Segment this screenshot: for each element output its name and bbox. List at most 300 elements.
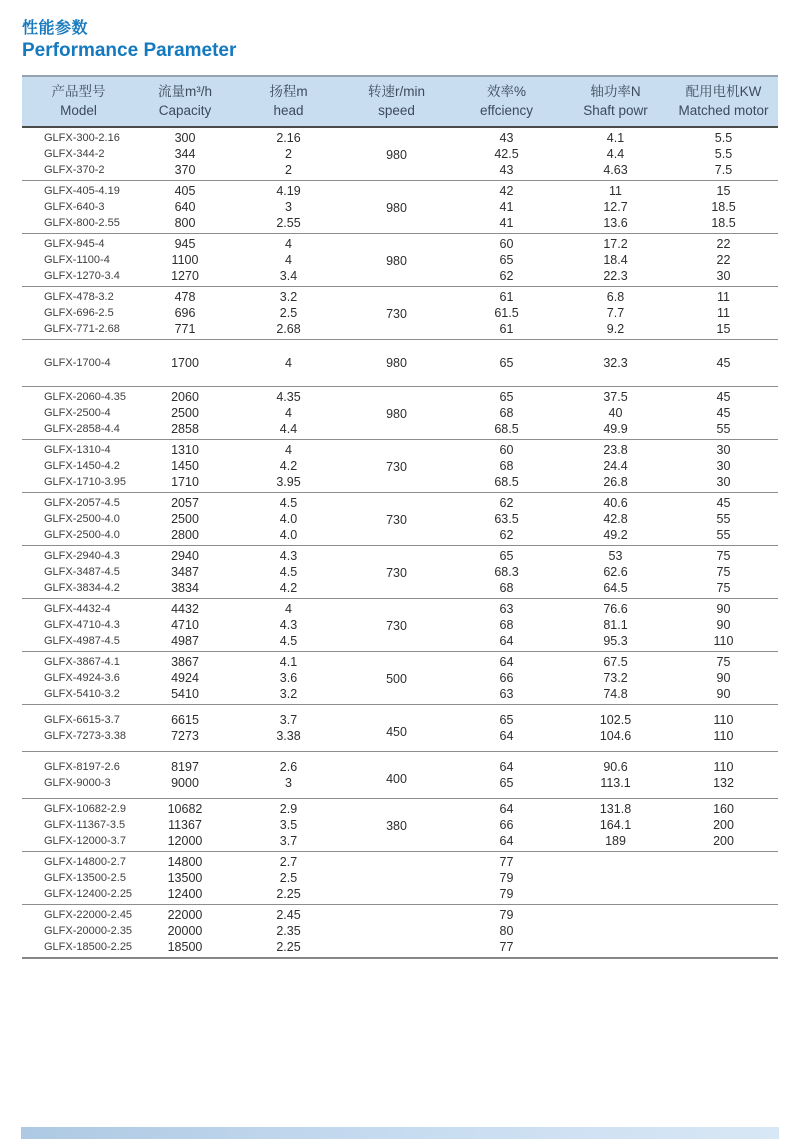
head-cell: 2.45 [235, 905, 342, 924]
model-cell: GLFX-4987-4.5 [44, 635, 120, 648]
table-row [22, 599, 778, 618]
column-header-efficiency [451, 76, 562, 127]
capacity-cell: 18500 [167, 940, 203, 955]
shaft-power-cell: 26.8 [603, 475, 628, 490]
motor-cell: 160 [669, 799, 778, 818]
head-cell: 4 [235, 234, 342, 253]
model-cell: GLFX-22000-2.45 [22, 905, 135, 924]
speed-cell: 980 [342, 340, 451, 387]
shaft-power-cell [562, 886, 669, 905]
capacity-cell: 640 [174, 200, 196, 215]
page-title-en: Performance Parameter [22, 40, 237, 61]
efficiency-cell: 62 [499, 528, 514, 543]
shaft-power-cell: 104.6 [599, 729, 632, 744]
motor-cell: 11 [717, 306, 730, 321]
head-cell: 4 [235, 440, 342, 459]
motor-cell: 75 [716, 565, 731, 580]
capacity-cell: 2060 [135, 387, 235, 406]
model-cell: GLFX-8197-2.6 [22, 752, 135, 776]
motor-cell: 200 [713, 834, 734, 849]
column-header-efficiency-zh: 效率% [486, 83, 526, 99]
efficiency-cell: 61 [499, 322, 514, 337]
model-cell: GLFX-771-2.68 [44, 323, 120, 336]
capacity-cell: 2500 [171, 406, 199, 421]
table-row [22, 852, 778, 871]
motor-cell: 15 [669, 181, 778, 200]
model-cell: GLFX-405-4.19 [22, 181, 135, 200]
footer-accent-bar [21, 1127, 779, 1139]
capacity-cell: 4987 [171, 634, 199, 649]
efficiency-cell: 80 [499, 924, 514, 939]
model-cell: GLFX-2940-4.3 [22, 546, 135, 565]
column-header-shaft-power-zh: 轴功率N [590, 83, 641, 99]
speed-cell: 730 [342, 546, 451, 599]
efficiency-cell: 68 [499, 581, 514, 596]
head-cell: 4.5 [235, 493, 342, 512]
head-cell: 3.2 [235, 287, 342, 306]
capacity-cell: 14800 [135, 852, 235, 871]
efficiency-cell: 60 [451, 234, 562, 253]
column-header-speed-en: speed [378, 102, 415, 118]
head-cell: 4.3 [279, 618, 298, 633]
head-cell: 4.3 [235, 546, 342, 565]
model-cell: GLFX-2500-4.0 [44, 529, 120, 542]
shaft-power-cell: 73.2 [603, 671, 628, 686]
motor-cell: 90 [716, 671, 731, 686]
table-body [22, 127, 778, 958]
efficiency-cell: 65 [451, 546, 562, 565]
motor-cell [669, 923, 778, 939]
head-cell: 2.16 [276, 131, 301, 146]
capacity-cell: 4924 [171, 671, 199, 686]
head-cell: 3 [285, 776, 292, 791]
shaft-power-cell: 49.2 [603, 528, 628, 543]
model-cell: GLFX-1710-3.95 [44, 476, 126, 489]
head-cell: 4.0 [279, 528, 298, 543]
shaft-power-cell: 90.6 [562, 752, 669, 776]
speed-cell: 730 [342, 287, 451, 340]
motor-cell: 75 [669, 546, 778, 565]
model-cell: GLFX-11367-3.5 [44, 819, 126, 832]
model-cell: GLFX-9000-3 [44, 777, 111, 790]
efficiency-cell: 65 [499, 776, 514, 791]
speed-cell: 450 [342, 705, 451, 752]
motor-cell: 22 [669, 234, 778, 253]
model-cell: GLFX-1270-3.4 [44, 270, 120, 283]
motor-cell: 55 [716, 422, 731, 437]
model-cell: GLFX-696-2.5 [44, 307, 114, 320]
capacity-cell: 3867 [135, 652, 235, 671]
model-cell: GLFX-7273-3.38 [44, 730, 126, 743]
shaft-power-cell: 40.6 [562, 493, 669, 512]
model-cell: GLFX-3487-4.5 [44, 566, 120, 579]
capacity-cell: 3834 [171, 581, 199, 596]
model-cell: GLFX-2858-4.4 [44, 423, 120, 436]
speed-cell: 500 [342, 652, 451, 705]
shaft-power-cell: 81.1 [603, 618, 628, 633]
motor-cell: 11 [669, 287, 778, 306]
head-cell: 2.68 [276, 322, 301, 337]
motor-cell: 75 [716, 581, 731, 596]
motor-cell [669, 886, 778, 905]
motor-cell: 30 [716, 475, 731, 490]
shaft-power-cell: 9.2 [606, 322, 625, 337]
motor-cell [669, 852, 778, 871]
model-cell: GLFX-2500-4 [44, 407, 111, 420]
efficiency-cell: 43 [499, 163, 514, 178]
capacity-cell: 478 [135, 287, 235, 306]
head-cell: 2.9 [235, 799, 342, 818]
model-cell: GLFX-14800-2.7 [22, 852, 135, 871]
motor-cell: 110 [669, 705, 778, 729]
motor-cell: 5.5 [714, 147, 733, 162]
motor-cell: 132 [713, 776, 734, 791]
shaft-power-cell [562, 905, 669, 924]
head-cell: 4.5 [279, 565, 298, 580]
capacity-cell: 945 [135, 234, 235, 253]
efficiency-cell: 64 [499, 634, 514, 649]
shaft-power-cell: 102.5 [562, 705, 669, 729]
column-header-capacity-en: Capacity [158, 102, 212, 118]
column-header-head [235, 76, 342, 127]
motor-cell: 75 [669, 652, 778, 671]
table-row [22, 234, 778, 253]
model-cell: GLFX-5410-3.2 [44, 688, 120, 701]
motor-cell: 30 [669, 440, 778, 459]
model-cell: GLFX-4432-4 [22, 599, 135, 618]
motor-cell: 5.5 [714, 131, 733, 146]
model-cell: GLFX-13500-2.5 [44, 872, 126, 885]
capacity-cell: 12000 [167, 834, 203, 849]
column-header-shaft-power-en: Shaft powr [583, 102, 648, 118]
head-cell: 3.95 [276, 475, 301, 490]
shaft-power-cell: 95.3 [603, 634, 628, 649]
model-cell: GLFX-1450-4.2 [44, 460, 120, 473]
head-cell: 2.25 [276, 887, 301, 902]
capacity-cell: 300 [174, 131, 196, 146]
model-cell: GLFX-370-2 [44, 164, 105, 177]
efficiency-cell: 65 [451, 340, 562, 387]
capacity-cell: 1310 [135, 440, 235, 459]
head-cell: 3.4 [279, 269, 298, 284]
model-cell: GLFX-4924-3.6 [44, 672, 120, 685]
head-cell: 2.35 [276, 924, 301, 939]
head-cell: 4.1 [235, 652, 342, 671]
table-row [22, 652, 778, 671]
shaft-power-cell: 32.3 [562, 340, 669, 387]
efficiency-cell: 63 [451, 599, 562, 618]
head-cell: 3.5 [279, 818, 298, 833]
header-row [22, 76, 778, 127]
speed-cell [342, 905, 451, 959]
model-cell: GLFX-3867-4.1 [22, 652, 135, 671]
head-cell: 4.0 [279, 512, 298, 527]
shaft-power-cell: 12.7 [603, 200, 628, 215]
head-cell: 2.5 [279, 871, 298, 886]
shaft-power-cell [562, 870, 669, 886]
efficiency-cell: 60 [451, 440, 562, 459]
capacity-cell: 5410 [171, 687, 199, 702]
model-cell: GLFX-4710-4.3 [44, 619, 120, 632]
column-header-matched-motor-en: Matched motor [678, 102, 769, 118]
speed-cell: 980 [386, 148, 407, 163]
capacity-cell: 6615 [135, 705, 235, 729]
motor-cell: 45 [669, 493, 778, 512]
efficiency-cell: 63 [499, 687, 514, 702]
speed-cell: 730 [342, 493, 451, 546]
capacity-cell: 2800 [171, 528, 199, 543]
efficiency-cell: 61.5 [494, 306, 519, 321]
table-row [22, 287, 778, 306]
table-row [22, 799, 778, 818]
motor-cell: 18.5 [711, 216, 736, 231]
model-cell: GLFX-2057-4.5 [22, 493, 135, 512]
motor-cell: 22 [716, 253, 731, 268]
capacity-cell: 771 [174, 322, 196, 337]
shaft-power-cell: 131.8 [562, 799, 669, 818]
speed-cell: 980 [342, 387, 451, 440]
column-header-capacity-zh: 流量m³/h [158, 83, 212, 99]
efficiency-cell: 66 [499, 818, 514, 833]
model-cell: GLFX-1700-4 [22, 340, 135, 387]
motor-cell: 45 [716, 406, 731, 421]
efficiency-cell: 41 [499, 216, 514, 231]
capacity-cell: 2057 [135, 493, 235, 512]
model-cell: GLFX-12000-3.7 [44, 835, 126, 848]
motor-cell: 30 [716, 269, 731, 284]
motor-cell: 15 [716, 322, 731, 337]
capacity-cell: 8197 [135, 752, 235, 776]
capacity-cell: 1710 [171, 475, 199, 490]
table-row [22, 493, 778, 512]
shaft-power-cell: 189 [605, 834, 626, 849]
capacity-cell: 10682 [135, 799, 235, 818]
model-cell: GLFX-300-2.16 [44, 132, 120, 145]
shaft-power-cell: 113.1 [600, 776, 631, 791]
efficiency-cell: 68.5 [494, 475, 519, 490]
table-header [22, 76, 778, 127]
head-cell: 4.2 [279, 459, 298, 474]
shaft-power-cell: 76.6 [562, 599, 669, 618]
efficiency-cell: 65 [451, 387, 562, 406]
shaft-power-cell [562, 939, 669, 958]
motor-cell: 90 [716, 618, 731, 633]
speed-cell: 980 [342, 181, 451, 234]
model-cell: GLFX-800-2.55 [44, 217, 120, 230]
head-cell: 4 [235, 599, 342, 618]
efficiency-cell: 79 [499, 871, 514, 886]
shaft-power-cell: 13.6 [603, 216, 628, 231]
capacity-cell: 1270 [171, 269, 199, 284]
efficiency-cell: 62 [499, 269, 514, 284]
shaft-power-cell: 164.1 [599, 818, 632, 833]
efficiency-cell: 64 [451, 752, 562, 776]
capacity-cell: 405 [135, 181, 235, 200]
efficiency-cell: 68 [499, 406, 514, 421]
capacity-cell: 1100 [171, 253, 199, 268]
capacity-cell: 7273 [171, 729, 199, 744]
capacity-cell: 800 [174, 216, 196, 231]
table-row [22, 181, 778, 200]
head-cell: 4 [235, 340, 342, 387]
speed-cell: 730 [342, 440, 451, 493]
capacity-cell: 2858 [171, 422, 199, 437]
capacity-cell: 11367 [168, 818, 202, 833]
motor-cell: 200 [713, 818, 734, 833]
efficiency-cell: 77 [451, 852, 562, 871]
efficiency-cell: 79 [451, 905, 562, 924]
speed-cell [342, 852, 451, 905]
capacity-cell: 1700 [135, 340, 235, 387]
motor-cell: 110 [669, 752, 778, 776]
motor-cell [669, 870, 778, 886]
capacity-cell: 2500 [171, 512, 199, 527]
head-cell: 3.7 [279, 834, 298, 849]
shaft-power-cell: 4.63 [603, 163, 628, 178]
table-row [22, 340, 778, 387]
efficiency-cell: 64 [499, 729, 514, 744]
shaft-power-cell: 7.7 [606, 306, 625, 321]
head-cell: 2.5 [279, 306, 298, 321]
shaft-power-cell: 62.6 [603, 565, 628, 580]
model-cell: GLFX-2500-4.0 [44, 513, 120, 526]
head-cell: 4.4 [279, 422, 298, 437]
head-cell: 4.5 [279, 634, 298, 649]
capacity-cell: 4710 [171, 618, 199, 633]
head-cell: 2.6 [235, 752, 342, 776]
capacity-cell: 20000 [167, 924, 203, 939]
table-row [22, 752, 778, 776]
column-header-speed [342, 76, 451, 127]
column-header-matched-motor-zh: 配用电机KW [685, 83, 762, 99]
model-cell: GLFX-3834-4.2 [44, 582, 120, 595]
efficiency-cell: 64 [451, 799, 562, 818]
motor-cell: 90 [716, 687, 731, 702]
head-cell: 3 [285, 200, 292, 215]
column-header-model-zh: 产品型号 [51, 83, 106, 99]
model-cell: GLFX-1310-4 [22, 440, 135, 459]
table-row [22, 705, 778, 729]
shaft-power-cell: 64.5 [603, 581, 628, 596]
performance-table [22, 75, 778, 959]
shaft-power-cell: 4.1 [606, 131, 625, 146]
capacity-cell: 4432 [135, 599, 235, 618]
shaft-power-cell [562, 852, 669, 871]
motor-cell: 110 [713, 634, 734, 649]
efficiency-cell: 65 [451, 705, 562, 729]
shaft-power-cell [562, 923, 669, 939]
speed-cell: 400 [342, 752, 451, 799]
shaft-power-cell: 4.4 [606, 147, 625, 162]
efficiency-cell: 68.3 [494, 565, 519, 580]
motor-cell: 90 [669, 599, 778, 618]
head-cell: 3.6 [279, 671, 298, 686]
head-cell: 3.38 [276, 729, 301, 744]
capacity-cell: 1450 [171, 459, 199, 474]
column-header-shaft-power [562, 76, 669, 127]
efficiency-cell: 68 [499, 459, 514, 474]
table-row [22, 440, 778, 459]
shaft-power-cell: 17.2 [562, 234, 669, 253]
motor-cell [669, 905, 778, 924]
table-row [22, 127, 778, 146]
column-header-model [22, 76, 135, 127]
shaft-power-cell: 22.3 [603, 269, 628, 284]
efficiency-cell: 64 [451, 652, 562, 671]
capacity-cell: 22000 [135, 905, 235, 924]
shaft-power-cell: 74.8 [603, 687, 628, 702]
column-header-efficiency-en: effciency [479, 102, 534, 118]
model-cell: GLFX-640-3 [44, 201, 105, 214]
shaft-power-cell: 53 [562, 546, 669, 565]
column-header-matched-motor [669, 76, 778, 127]
column-header-capacity [135, 76, 235, 127]
shaft-power-cell: 18.4 [603, 253, 628, 268]
head-cell: 3.2 [279, 687, 298, 702]
column-header-speed-zh: 转速r/min [368, 83, 425, 99]
shaft-power-cell: 67.5 [562, 652, 669, 671]
capacity-cell: 370 [174, 163, 196, 178]
head-cell: 2 [285, 163, 292, 178]
head-cell: 4.2 [279, 581, 298, 596]
column-header-head-zh: 扬程m [269, 83, 308, 99]
model-cell: GLFX-10682-2.9 [22, 799, 135, 818]
model-cell: GLFX-20000-2.35 [44, 925, 133, 938]
head-cell: 4.19 [235, 181, 342, 200]
speed-cell: 980 [342, 234, 451, 287]
table-row [22, 905, 778, 924]
model-cell: GLFX-945-4 [22, 234, 135, 253]
capacity-cell: 3487 [171, 565, 199, 580]
capacity-cell: 9000 [171, 776, 199, 791]
efficiency-cell: 79 [499, 887, 514, 902]
shaft-power-cell: 49.9 [603, 422, 628, 437]
shaft-power-cell: 37.5 [562, 387, 669, 406]
table-row [22, 546, 778, 565]
model-cell: GLFX-344-2 [44, 148, 105, 161]
shaft-power-cell: 24.4 [603, 459, 628, 474]
efficiency-cell: 43 [499, 131, 514, 146]
model-cell: GLFX-1100-4 [44, 254, 110, 267]
efficiency-cell: 42.5 [494, 147, 519, 162]
capacity-cell: 2940 [135, 546, 235, 565]
efficiency-cell: 68 [499, 618, 514, 633]
efficiency-cell: 68.5 [494, 422, 519, 437]
column-header-model-en: Model [60, 102, 97, 118]
speed-cell: 730 [342, 599, 451, 652]
efficiency-cell: 65 [499, 253, 514, 268]
column-header-head-en: head [273, 102, 304, 118]
head-cell: 4 [285, 406, 292, 421]
head-cell: 4.35 [235, 387, 342, 406]
head-cell: 2.55 [276, 216, 301, 231]
capacity-cell: 696 [174, 306, 196, 321]
shaft-power-cell: 11 [562, 181, 669, 200]
head-cell: 4 [285, 253, 292, 268]
shaft-power-cell: 6.8 [562, 287, 669, 306]
shaft-power-cell: 40 [608, 406, 623, 421]
shaft-power-cell: 23.8 [562, 440, 669, 459]
head-cell: 2 [285, 147, 292, 162]
model-cell: GLFX-12400-2.25 [44, 888, 133, 901]
model-cell: GLFX-478-3.2 [22, 287, 135, 306]
model-cell: GLFX-18500-2.25 [44, 941, 133, 954]
shaft-power-cell: 42.8 [603, 512, 628, 527]
motor-cell [669, 939, 778, 958]
efficiency-cell: 66 [499, 671, 514, 686]
motor-cell: 110 [713, 729, 734, 744]
model-cell: GLFX-6615-3.7 [22, 705, 135, 729]
